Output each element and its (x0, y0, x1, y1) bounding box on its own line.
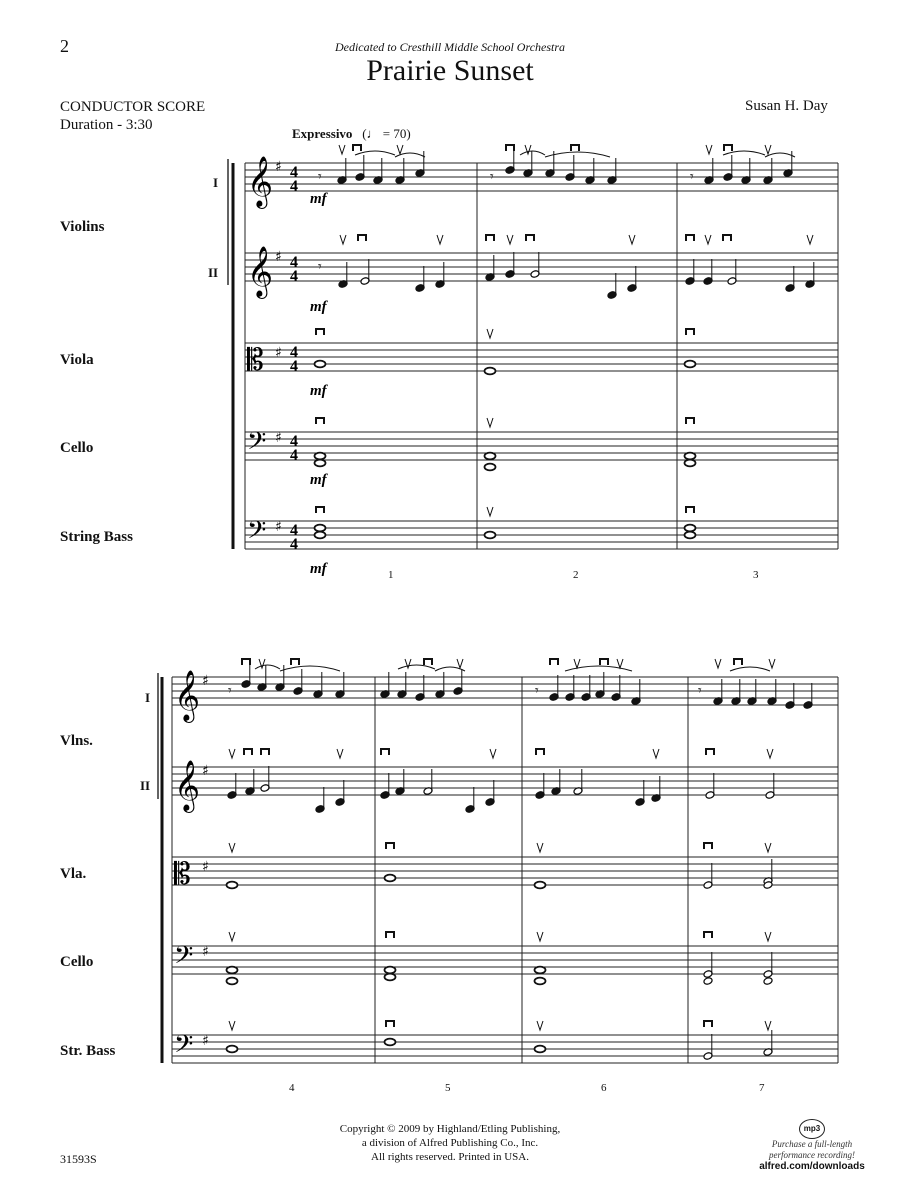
time-signature: 4 (290, 268, 298, 285)
slur (723, 151, 765, 155)
whole-note (385, 875, 396, 882)
whole-note (227, 1046, 238, 1053)
copyright-line: a division of Alfred Publishing Co., Inc. (361, 1137, 539, 1149)
dynamic-marking: mf (310, 383, 327, 399)
whole-note (315, 532, 326, 539)
up-bow-mark (487, 507, 493, 516)
down-bow-mark (386, 932, 394, 938)
instrument-label-viola: Vla. (60, 866, 87, 882)
instrument-label-violins: Vlns. (60, 733, 93, 749)
dynamic-marking: mf (310, 299, 327, 315)
up-bow-mark (765, 932, 771, 941)
down-bow-mark (723, 235, 731, 241)
up-bow-mark (229, 749, 235, 758)
treble-clef: 𝄞 (174, 760, 201, 811)
up-bow-mark (507, 235, 513, 244)
whole-note (227, 882, 238, 889)
down-bow-mark (686, 235, 694, 241)
up-bow-mark (715, 659, 721, 668)
key-signature-sharp: ♯ (275, 519, 282, 535)
key-signature-sharp: ♯ (202, 859, 209, 875)
copyright-line: Copyright © 2009 by Highland/Etling Publishing, (339, 1123, 561, 1135)
up-bow-mark (457, 659, 463, 668)
up-bow-mark (629, 235, 635, 244)
bass-clef: 𝄢 (247, 516, 267, 551)
measure-number: 2 (573, 569, 579, 581)
key-signature-sharp: ♯ (275, 430, 282, 446)
time-signature: 4 (290, 522, 298, 539)
alto-clef: 𝄡 (174, 857, 191, 892)
instrument-label-bass: String Bass (60, 529, 133, 545)
time-signature: 4 (290, 433, 298, 450)
measure-number: 5 (445, 1082, 451, 1094)
down-bow-mark (571, 145, 579, 151)
time-signature: 4 (290, 164, 298, 181)
slur (565, 666, 632, 671)
whole-note (385, 974, 396, 981)
up-bow-mark (765, 1021, 771, 1030)
up-bow-mark (340, 235, 346, 244)
down-bow-mark (291, 659, 299, 665)
time-signature: 4 (290, 178, 298, 195)
time-signature: 4 (290, 254, 298, 271)
whole-note (685, 453, 696, 460)
treble-clef: 𝄞 (247, 246, 274, 297)
composer: Susan H. Day (745, 98, 828, 114)
up-bow-mark (490, 749, 496, 758)
key-signature-sharp: ♯ (275, 249, 282, 265)
up-bow-mark (339, 145, 345, 154)
dynamic-marking: mf (310, 472, 327, 488)
whole-note (227, 978, 238, 985)
down-bow-mark (704, 843, 712, 849)
down-bow-mark (244, 749, 252, 755)
whole-note (315, 453, 326, 460)
down-bow-mark (706, 749, 714, 755)
key-signature-sharp: ♯ (202, 763, 209, 779)
down-bow-mark (358, 235, 366, 241)
whole-note (535, 1046, 546, 1053)
instrument-label-cello: Cello (60, 954, 94, 970)
instrument-label-violins: Violins (60, 219, 105, 235)
copyright-line: All rights reserved. Printed in USA. (371, 1151, 529, 1163)
down-bow-mark (686, 418, 694, 424)
measure-number: 3 (753, 569, 759, 581)
whole-note (485, 532, 496, 539)
up-bow-mark (537, 932, 543, 941)
down-bow-mark (536, 749, 544, 755)
whole-note (315, 460, 326, 467)
whole-note (685, 361, 696, 368)
down-bow-mark (734, 659, 742, 665)
notehead (703, 977, 713, 986)
down-bow-mark (242, 659, 250, 665)
down-bow-mark (316, 418, 324, 424)
down-bow-mark (386, 843, 394, 849)
eighth-rest: 𝄾 (228, 683, 232, 699)
tempo-metronome: (♩ = 70) (362, 126, 411, 141)
down-bow-mark (316, 329, 324, 335)
up-bow-mark (705, 235, 711, 244)
violin-part-i: I (213, 175, 219, 190)
bass-clef: 𝄢 (174, 1030, 194, 1065)
whole-note (535, 882, 546, 889)
whole-note (685, 460, 696, 467)
slur (730, 667, 770, 671)
up-bow-mark (487, 418, 493, 427)
down-bow-mark (600, 659, 608, 665)
page-number: 2 (60, 36, 69, 56)
down-bow-mark (506, 145, 514, 151)
tempo-word: Expressivo (292, 126, 353, 141)
down-bow-mark (381, 749, 389, 755)
instrument-label-bass: Str. Bass (60, 1043, 116, 1059)
whole-note (485, 368, 496, 375)
up-bow-mark (337, 749, 343, 758)
time-signature: 4 (290, 358, 298, 375)
down-bow-mark (526, 235, 534, 241)
up-bow-mark (767, 749, 773, 758)
up-bow-mark (487, 329, 493, 338)
measure-number: 6 (601, 1082, 607, 1094)
dedication: Dedicated to Cresthill Middle School Orchestra (334, 40, 566, 54)
violin-part-ii: II (140, 778, 151, 793)
slur (280, 666, 340, 671)
up-bow-mark (769, 659, 775, 668)
instrument-label-cello: Cello (60, 440, 94, 456)
violin-part-ii: II (208, 265, 219, 280)
treble-clef: 𝄞 (174, 670, 201, 721)
eighth-rest: 𝄾 (698, 683, 702, 699)
down-bow-mark (704, 1021, 712, 1027)
down-bow-mark (686, 507, 694, 513)
whole-note (227, 967, 238, 974)
up-bow-mark (706, 145, 712, 154)
slur (355, 151, 395, 155)
down-bow-mark (261, 749, 269, 755)
dynamic-marking: mf (310, 561, 327, 577)
measure-number: 7 (759, 1082, 765, 1094)
bass-clef: 𝄢 (247, 427, 267, 462)
eighth-rest: 𝄾 (318, 169, 322, 185)
instrument-label-viola: Viola (60, 352, 94, 368)
mp3-promo-line: Purchase a full-length (771, 1139, 853, 1149)
down-bow-mark (704, 932, 712, 938)
time-signature: 4 (290, 344, 298, 361)
time-signature: 4 (290, 447, 298, 464)
up-bow-mark (525, 145, 531, 154)
key-signature-sharp: ♯ (202, 673, 209, 689)
eighth-rest: 𝄾 (690, 169, 694, 185)
violin-part-i: I (145, 690, 151, 705)
whole-note (685, 525, 696, 532)
whole-note (385, 967, 396, 974)
notehead (763, 977, 773, 986)
bass-clef: 𝄢 (174, 941, 194, 976)
key-signature-sharp: ♯ (202, 944, 209, 960)
down-bow-mark (386, 1021, 394, 1027)
up-bow-mark (229, 932, 235, 941)
up-bow-mark (574, 659, 580, 668)
measure-number: 4 (289, 1082, 295, 1094)
catalog-number: 31593S (60, 1152, 97, 1166)
whole-note (535, 978, 546, 985)
eighth-rest: 𝄾 (490, 169, 494, 185)
whole-note (385, 1039, 396, 1046)
up-bow-mark (437, 235, 443, 244)
up-bow-mark (617, 659, 623, 668)
slur (765, 153, 795, 157)
whole-note (685, 532, 696, 539)
treble-clef: 𝄞 (247, 156, 274, 207)
up-bow-mark (653, 749, 659, 758)
up-bow-mark (229, 1021, 235, 1030)
whole-note (535, 967, 546, 974)
dynamic-marking: mf (310, 191, 327, 207)
slur (255, 665, 280, 669)
key-signature-sharp: ♯ (202, 1033, 209, 1049)
eighth-rest: 𝄾 (535, 683, 539, 699)
alto-clef: 𝄡 (247, 343, 264, 378)
eighth-rest: 𝄾 (318, 259, 322, 275)
mp3-promo (752, 1118, 872, 1172)
mp3-url[interactable]: alfred.com/downloads (759, 1161, 865, 1172)
down-bow-mark (486, 235, 494, 241)
up-bow-mark (397, 145, 403, 154)
down-bow-mark (316, 507, 324, 513)
key-signature-sharp: ♯ (275, 345, 282, 361)
slur (398, 665, 435, 669)
slur (520, 151, 545, 155)
whole-note (485, 464, 496, 471)
up-bow-mark (229, 843, 235, 852)
down-bow-mark (686, 329, 694, 335)
down-bow-mark (550, 659, 558, 665)
up-bow-mark (537, 1021, 543, 1030)
down-bow-mark (724, 145, 732, 151)
time-signature: 4 (290, 536, 298, 553)
up-bow-mark (537, 843, 543, 852)
measure-number: 1 (388, 569, 394, 581)
duration: Duration - 3:30 (60, 117, 153, 133)
slur (545, 152, 610, 157)
up-bow-mark (765, 843, 771, 852)
whole-note (485, 453, 496, 460)
piece-title: Prairie Sunset (366, 54, 534, 87)
mp3-promo-line: performance recording! (768, 1150, 856, 1160)
down-bow-mark (353, 145, 361, 151)
whole-note (315, 525, 326, 532)
whole-note (315, 361, 326, 368)
down-bow-mark (424, 659, 432, 665)
up-bow-mark (765, 145, 771, 154)
up-bow-mark (807, 235, 813, 244)
score-label: CONDUCTOR SCORE (60, 99, 206, 115)
key-signature-sharp: ♯ (275, 159, 282, 175)
mp3-icon: mp3 (799, 1119, 825, 1139)
